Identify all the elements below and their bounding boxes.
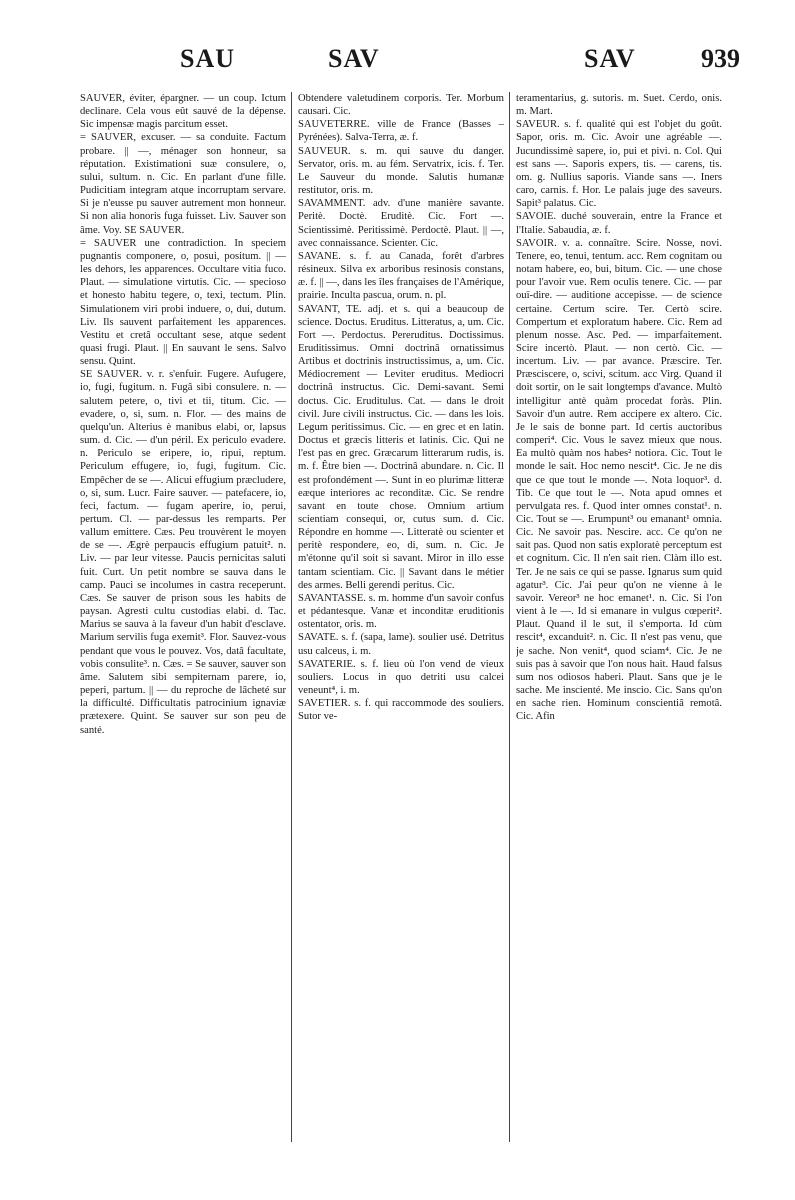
left-running-head: SAU xyxy=(180,44,236,73)
column-3 xyxy=(516,92,722,1172)
column-2 xyxy=(298,92,504,1172)
dictionary-entry: SAUVEUR. s. m. qui sauve du danger. Servator, oris. m. au fém. Servatrix, icis. f. Ter. Le Sauveur du monde. Salutis humanæ restitutor, oris. m. xyxy=(298,145,504,197)
dictionary-entry: teramentarius, g. sutoris. m. Suet. Cerdo, onis. m. Mart. xyxy=(516,93,722,118)
dictionary-entry: = SAUVER, excuser. — sa conduite. Factum probare. || —, ménager son honneur, sa réputation. Existimationi suæ consulere, o, sului, sultum. n. Cic. En parlant d'une fille. Pudicitiam integram atque incorruptam servare. Si je n'eusse pu sauver autrement mon honneur. Si non alia honoris fuga fuisset. Liv. Sauver son âme. Voy. SE SAUVER. xyxy=(80,132,286,236)
page-header xyxy=(60,44,740,88)
dictionary-entry: Obtendere valetudinem corporis. Ter. Morbum causari. Cic. xyxy=(298,93,504,118)
dictionary-entry: SAVETIER. s. f. qui raccommode des souliers. Sutor ve- xyxy=(298,698,504,723)
dictionary-entry: SAVEUR. s. f. qualité qui est l'objet du goût. Sapor, oris. m. Cic. Avoir une agréable —. Jucundissimè sapere, io, pui et pivi. n. Col. Qui est sans —. Saporis expers, tis. — carens, tis. om. g. Nullius saporis. Viande sans —. Iners caro, carnis. f. Hor. Le palais juge des saveurs. Sapit³ palatus. Cic. xyxy=(516,119,722,210)
dictionary-entry: SAVATERIE. s. f. lieu où l'on vend de vieux souliers. Locus in quo detriti usu calcei veneunt⁴, i. m. xyxy=(298,658,504,697)
dictionary-entry: SAVOIE. duché souverain, entre la France et l'Italie. Sabaudia, æ. f. xyxy=(516,211,722,236)
right-running-head: SAV xyxy=(584,44,636,73)
column-divider xyxy=(509,92,510,1142)
column-1 xyxy=(80,92,286,1172)
dictionary-entry: SAVOIR. v. a. connaître. Scire. Nosse, novi. Tenere, eo, tenui, tentum. acc. Rem cognitam ou notam habere, eo, bui, bitum. Cic. — une chose pour l'avoir vue. Rem oculis tenere. Cic. — par ouï-dire. — auditione accepisse. — de science certaine. Certum scire. Ter. Certò scire. Compertum et exploratum habere. Cic. Rem ad plenum nosse. Asc. Ped. — imparfaitement. Scire incertò. Plaut. — non certò. Cic. — incertum. Liv. — par avance. Præscire. Ter. Præsciscere, o, scivi, scitum. acc Virg. Quand il doit sortir, on le sait longtemps d'avance. Multò intelligitur antè quàm procedat foràs. Plin. Savoir d'un autre. Rem accipere ex altero. Cic. Je le sais de bonne part. Id certis auctoribus comperi⁴. Cic. Vous le savez mieux que nous. Ea multò quàm nos habes² notiora. Cic. Tout le monde le sait. Hoc nemo nescit⁴. Cic. Je ne dis que ce que tout le monde —. Nota loquor³. d. Tib. Ce que tout le —. Nota apud omnes et pervulgata res. f. Quod inter omnes constat¹. n. Cic. Tout se —. Erumpunt³ ou emanant¹ omnia. Cic. Ne savoir pas. Nescire. acc. Ce qu'on ne sait pas. Quod non satis exploratè perceptum est et cognitum. Cic. Il n'en sait rien. Clàm illo est. Ter. Je ne sais ce qui se passe. Ignarus sum quid agatur³. Cic. J'ai peur qu'on ne vienne à le savoir. Vereor³ ne hoc emanet¹. n. Cic. Si l'on vient à le —. Id si emanare in vulgus cœperit². Plaut. Quand il le sut, il s'emporta. Id cùm rescit⁴, excanduit². n. Cic. Il n'est pas venu, que je sache. Non venit⁴, quod sciam⁴. Cic. Je ne suis pas à savoir que l'on nous hait. Haud falsus sum nos odiosos haberi. Plaut. Sans que je le sache. Me inscienté. Me inscio. Cic. Sans qu'on en sache rien. Hominum conscientiâ remotâ. Cic. Afin xyxy=(516,237,722,723)
dictionary-entry: SAUVER, éviter, épargner. — un coup. Ictum declinare. Cela vous eût sauvé de la dépense. Sic impensæ magis parcitum esset. xyxy=(80,93,286,131)
dictionary-entry: SAVANE. s. f. au Canada, forêt d'arbres résineux. Silva ex arboribus resinosis constans, æ. f. || —, dans les îles françaises de l'Amérique, prairie. Inculta pascua, orum. n. pl. xyxy=(298,250,504,302)
dictionary-entry: SAVAMMENT. adv. d'une manière savante. Peritè. Doctè. Eruditè. Cic. Fort —. Scientissimè. Peritissimè. Perdoctè. Plaut. || —, avec connaissance. Scienter. Cic. xyxy=(298,198,504,249)
dictionary-entry: SAVANT, TE. adj. et s. qui a beaucoup de science. Doctus. Eruditus. Litteratus, a, um. Cic. Fort —. Perdoctus. Pereruditus. Doctissimus. Eruditissimus. Omni doctrinâ ornatissimus Artibus et doctrinis instructissimus, a, um. Cic. Médiocrement — Leviter eruditus. Mediocri doctrinâ instructus. Cic. Demi-savant. Semi doctus. Cic. Eruditulus. Cat. — dans le droit civil. Jure civili instructus. Cic. — dans les lois. Legum peritissimus. Cic. — en grec et en latin. Doctus et græcis litteris et latinis. Cic. Qui ne l'est pas en grec. Græcarum litterarum rudis, is. m. f. Être bien —. Doctrinâ abundare. n. Cic. Il est profondément —. Sunt in eo plurimæ litteræ eæque interiores ac reconditæ. Cic. Se rendre savant en toute chose. Omnium artium scientiam consequi, or, cutus sum. d. Cic. Répondre en homme —. Litteratè ou scienter et peritè respondere, eo, di, sum. n. Cic. Je m'étonne qu'il soit si savant. Miror in illo esse tantam scientiam. Cic. || Savant dans le métier des armes. Belli gerendi peritus. Cic. xyxy=(298,303,504,591)
dictionary-entry: SE SAUVER. v. r. s'enfuir. Fugere. Aufugere, io, fugi, fugitum. n. Fugâ sibi consulere. n. — salutem petere, o, tivi et tii, titum. Cic. — evadere, o, si, sum. n. Flor. — des mains de quelqu'un. Alterius è manibus elabi, or, lapsus sum. d. Cic. — d'un péril. Ex periculo evadere. n. Periculo se eripere, io, ripui, reptum. Periculum effugere, io, fugi, fugitum. Cic. Empêcher de se —. Alicui effugium præcludere, o, si, sum. Lucr. Faire sauver. — patefacere, io, feci, factum. — fugam aperire, io, perui, pertum. Cl. — par-dessus les remparts. Per vallum emittere. Cæs. Peu trouvèrent le moyen de se —. Ægrè perpaucis effugium patuit². n. Liv. — par leur vitesse. Paucis pernicitas saluti fuit. Curt. Un petit nombre se sauva dans le camp. Pauci se incolumes in castra receperunt. Cæs. Se sauver de prison sous les habits de paysan. Agresti cultu custodias elabi. d. Tac. Marius se sauva à la faveur d'un habit d'esclave. Marium servilis fuga exemit³. Flor. Sauvez-vous pendant que vous le pouvez. Vos, datâ facultate, vobis consulite³. n. Cæs. = Se sauver, sauver son âme. Salutem sibi sempiternam parere, io, peperi, partum. || — du reproche de lâcheté sur la difficulté. Difficultatis patrocinium ignaviæ prætexere. Quint. Se sauver sur son peu de santé. xyxy=(80,369,286,736)
dictionary-entry: SAUVETERRE. ville de France (Basses – Pyrénées). Salva-Terra, æ. f. xyxy=(298,119,504,144)
dictionary-columns xyxy=(80,92,720,1172)
middle-running-head: SAV xyxy=(328,44,380,73)
page-number: 939 xyxy=(701,44,740,73)
dictionary-entry: SAVANTASSE. s. m. homme d'un savoir confus et pédantesque. Vanæ et inconditæ eruditionis ostentator, oris. m. xyxy=(298,592,504,631)
column-divider xyxy=(291,92,292,1142)
dictionary-entry: SAVATE. s. f. (sapa, lame). soulier usé. Detritus usu calceus, i. m. xyxy=(298,632,504,657)
dictionary-entry: = SAUVER une contradiction. In speciem pugnantis componere, o, posui, positum. || — les dehors, les apparences. Occultare vitia fuco. Plaut. — simulatione virtutis. Cic. — specioso et honesto habitu tegere, o, texi, tectum. Plin. Simulationem viri probi induere, o, dui, dutum. Liv. Ils sauvent parfaitement les apparences. Vestitu et cretâ occultant sese, atque sedent quasi frugi. Plaut. || En sauvant le sens. Salvo sensu. Quint. xyxy=(80,237,286,368)
